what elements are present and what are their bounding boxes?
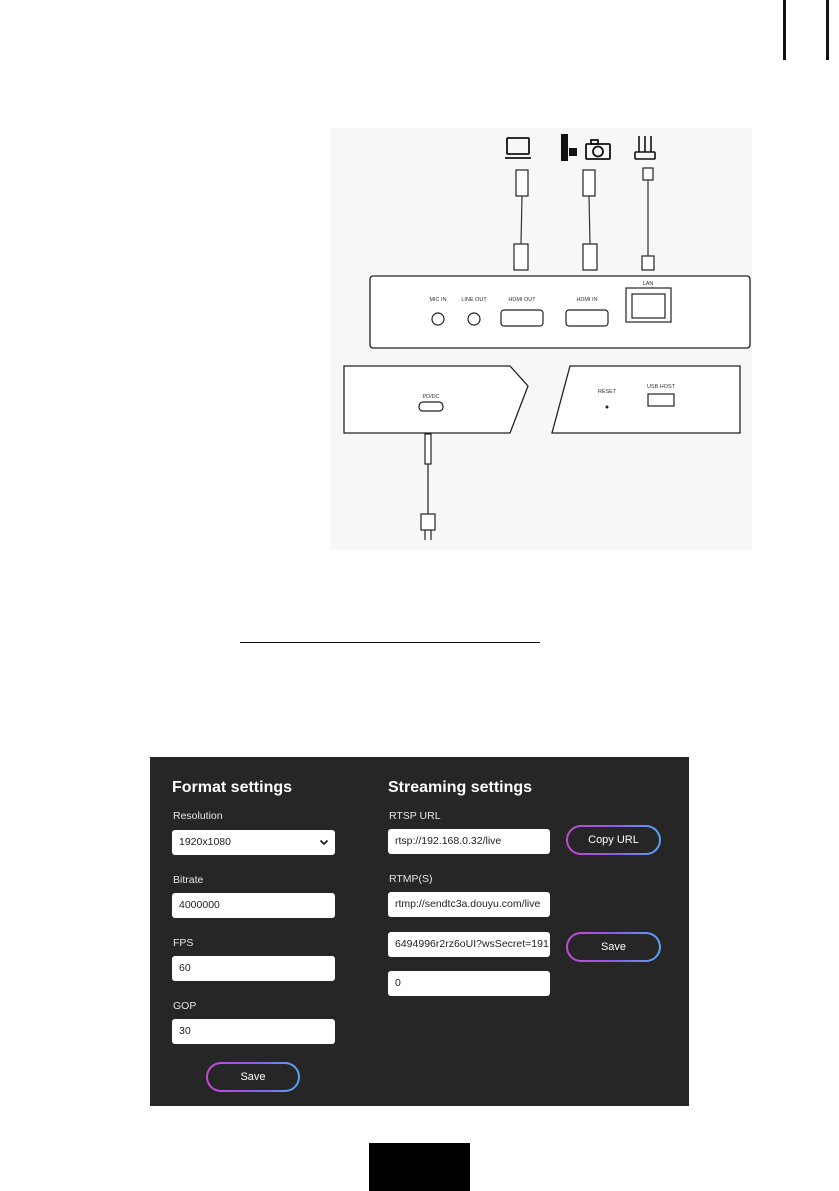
resolution-select[interactable] xyxy=(172,830,335,855)
rtmp-label: RTMP(S) xyxy=(389,873,433,885)
port-label-usb-host: USB HOST xyxy=(646,384,676,390)
page-number-block xyxy=(369,1143,470,1191)
port-label-reset: RESET xyxy=(597,389,617,395)
rtmp-stream-key-input[interactable]: 6494996r2rz6oUI?wsSecret=191 xyxy=(388,932,550,957)
port-label-lan: LAN xyxy=(642,281,654,287)
port-label-line-out: LINE OUT xyxy=(461,297,487,303)
rtmp-extra-input[interactable]: 0 xyxy=(388,971,550,996)
settings-panel xyxy=(150,757,689,1106)
fps-input[interactable]: 60 xyxy=(172,956,335,981)
format-save-button[interactable]: Save xyxy=(206,1062,300,1092)
bitrate-label: Bitrate xyxy=(173,874,204,886)
streaming-save-button[interactable]: Save xyxy=(566,932,661,962)
port-label-mic-in: MIC IN xyxy=(429,297,447,303)
chevron-down-icon xyxy=(319,830,329,855)
bitrate-input[interactable]: 4000000 xyxy=(172,893,335,918)
resolution-label: Resolution xyxy=(173,810,223,822)
fps-label: FPS xyxy=(173,937,194,949)
copy-url-button[interactable]: Copy URL xyxy=(566,825,661,855)
port-label-hdmi-out: HDMI OUT xyxy=(508,297,536,303)
page-corner-mark-left xyxy=(783,0,786,60)
port-label-hdmi-in: HDMI IN xyxy=(576,297,598,303)
gop-label: GOP xyxy=(173,1000,197,1012)
streaming-settings-title: Streaming settings xyxy=(388,779,533,796)
rtsp-url-input[interactable]: rtsp://192.168.0.32/live xyxy=(388,829,550,854)
rtmp-url-input[interactable]: rtmp://sendtc3a.douyu.com/live xyxy=(388,892,550,917)
port-label-pd-dc: PD/DC xyxy=(422,394,440,400)
gop-input[interactable]: 30 xyxy=(172,1019,335,1044)
connection-diagram xyxy=(330,128,752,550)
resolution-value: 1920x1080 xyxy=(179,836,231,848)
section-divider xyxy=(240,642,540,643)
format-settings-title: Format settings xyxy=(172,779,293,796)
page-corner-mark-right xyxy=(826,0,829,60)
rtsp-url-label: RTSP URL xyxy=(389,810,441,822)
